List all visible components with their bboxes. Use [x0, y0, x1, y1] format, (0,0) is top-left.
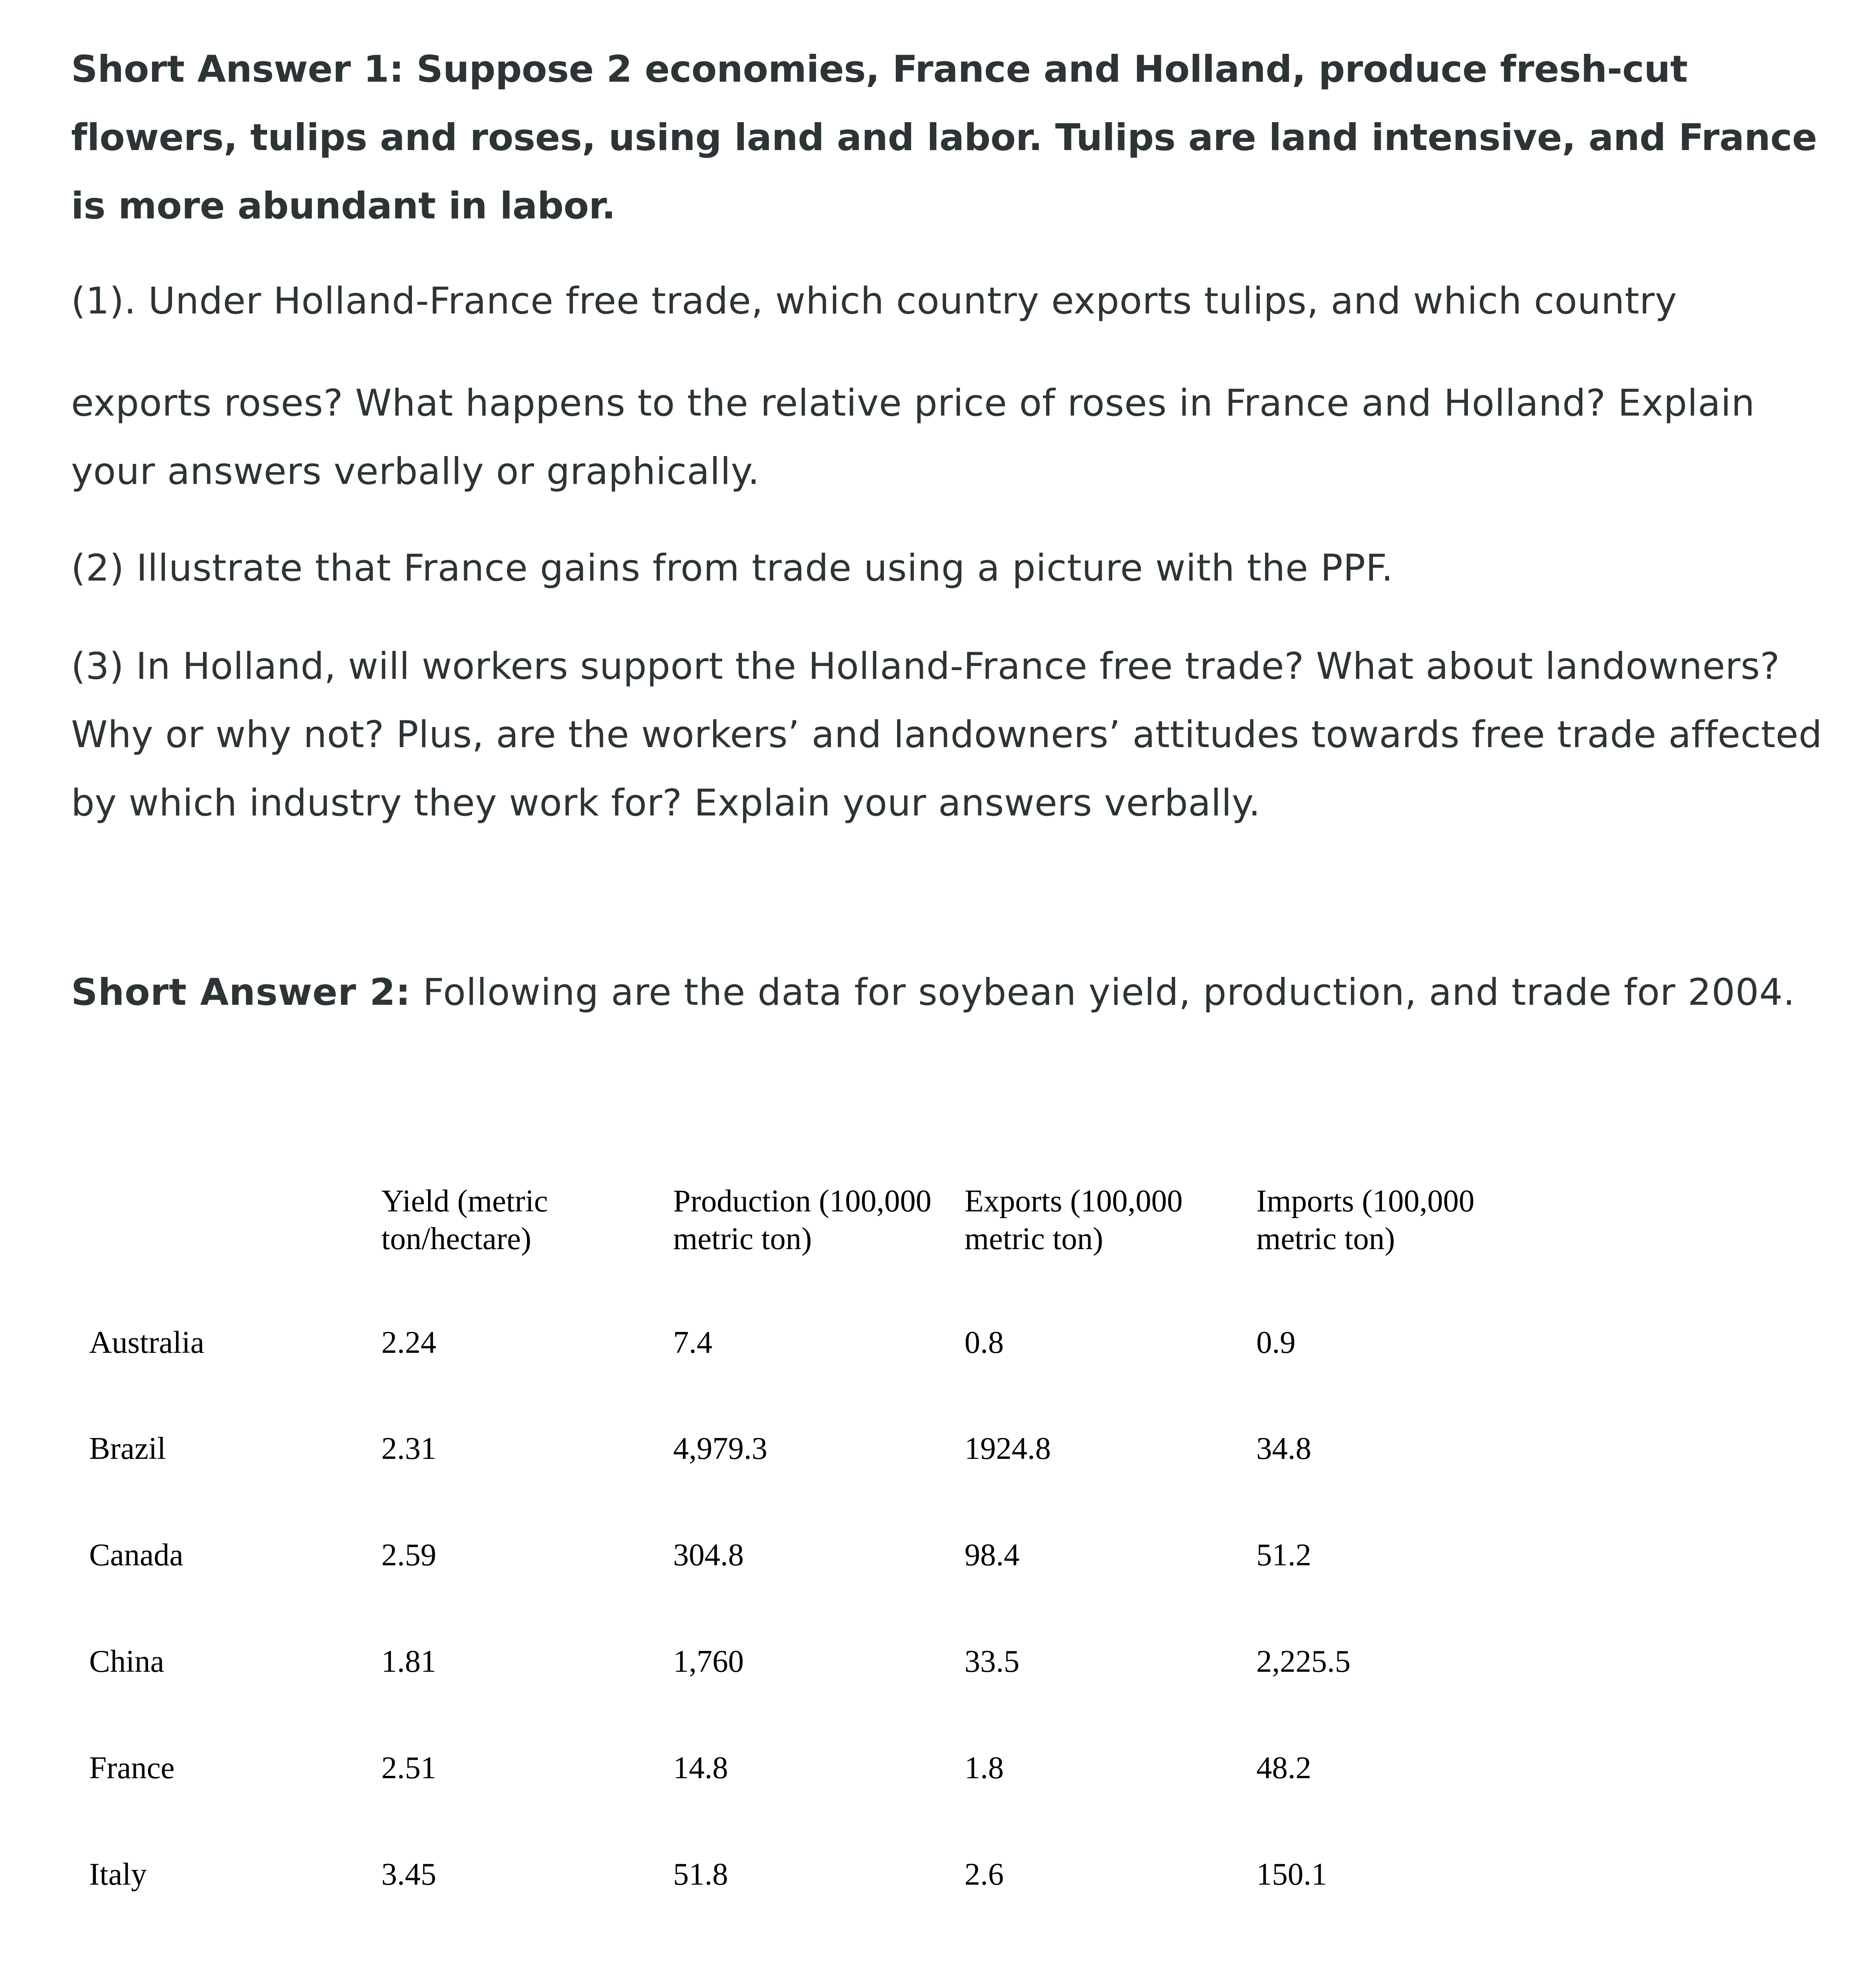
header-production-line-2: metric ton) [673, 1222, 812, 1256]
cell-exports: 0.8 [965, 1325, 1004, 1360]
cell-production: 4,979.3 [673, 1431, 767, 1466]
cell-yield: 2.31 [381, 1431, 436, 1466]
cell-country: China [89, 1644, 165, 1679]
cell-exports [965, 1962, 980, 1964]
cell-country [89, 1962, 161, 1964]
header-imports-line-1: Imports (100,000 [1256, 1184, 1475, 1218]
cell-exports: 2.6 [965, 1857, 1004, 1892]
question-1-part-a: (1). Under Holland-France free trade, which country exports tulips, and which country [71, 280, 1677, 322]
cell-exports: 1.8 [965, 1751, 1004, 1785]
question-3: (3) In Holland, will workers support the Holland-France free trade? What about landowners? Why or why not? Plus, are the workers’ and landowners’ attitudes towards free trade affected by which industry they work for? Explain your answers verbally. [71, 645, 1823, 824]
cell-imports: 0.9 [1256, 1325, 1296, 1360]
header-imports-line-2: metric ton) [1256, 1222, 1395, 1256]
cell-imports: 51.2 [1256, 1538, 1311, 1572]
cell-imports [1256, 1962, 1327, 1964]
cell-production: 304.8 [673, 1538, 744, 1572]
cell-exports: 1924.8 [965, 1431, 1051, 1466]
cell-production: 14.8 [673, 1751, 728, 1785]
cell-yield [381, 1962, 436, 1964]
cell-exports: 33.5 [965, 1644, 1019, 1679]
short-answer-2-intro [71, 958, 1830, 1027]
cell-imports: 150.1 [1256, 1857, 1327, 1892]
short-answer-2-label: Short Answer 2: [71, 971, 411, 1014]
short-answer-1-prompt: Short Answer 1: Suppose 2 economies, France and Holland, produce fresh-cut flowers, tulips and roses, using land and labor. Tulips are land intensive, and France is more abundant in labor. [71, 48, 1817, 227]
question-2: (2) Illustrate that France gains from trade using a picture with the PPF. [71, 547, 1393, 590]
cell-production [673, 1962, 728, 1964]
cell-production: 7.4 [673, 1325, 712, 1360]
cell-country: Australia [89, 1325, 205, 1360]
header-imports [1256, 1182, 1475, 1258]
question-1-part-b: exports roses? What happens to the relative price of roses in France and Holland? Explain your answers verbally or graphically. [71, 382, 1755, 493]
cell-country: Italy [89, 1857, 147, 1892]
cell-imports: 2,225.5 [1256, 1644, 1351, 1679]
header-yield-line-1: Yield (metric [381, 1184, 548, 1218]
cell-country: Brazil [89, 1431, 166, 1466]
cell-country: Canada [89, 1538, 183, 1572]
cell-yield: 2.24 [381, 1325, 436, 1360]
header-exports-line-1: Exports (100,000 [965, 1184, 1183, 1218]
cell-production: 1,760 [673, 1644, 744, 1679]
header-yield-line-2: ton/hectare) [381, 1222, 531, 1256]
header-exports [965, 1182, 1183, 1258]
cell-imports: 34.8 [1256, 1431, 1311, 1466]
header-production-line-1: Production (100,000 [673, 1184, 932, 1218]
cell-yield: 1.81 [381, 1644, 436, 1679]
header-production [673, 1182, 932, 1258]
short-answer-2-text: Following are the data for soybean yield, production, and trade for 2004. [411, 971, 1795, 1014]
cell-country: France [89, 1751, 175, 1785]
cell-imports: 48.2 [1256, 1751, 1311, 1785]
header-yield [381, 1182, 548, 1258]
cell-exports: 98.4 [965, 1538, 1019, 1572]
cell-yield: 3.45 [381, 1857, 436, 1892]
cell-yield: 2.51 [381, 1751, 436, 1785]
header-exports-line-2: metric ton) [965, 1222, 1104, 1256]
cell-yield: 2.59 [381, 1538, 436, 1572]
cell-production: 51.8 [673, 1857, 728, 1892]
